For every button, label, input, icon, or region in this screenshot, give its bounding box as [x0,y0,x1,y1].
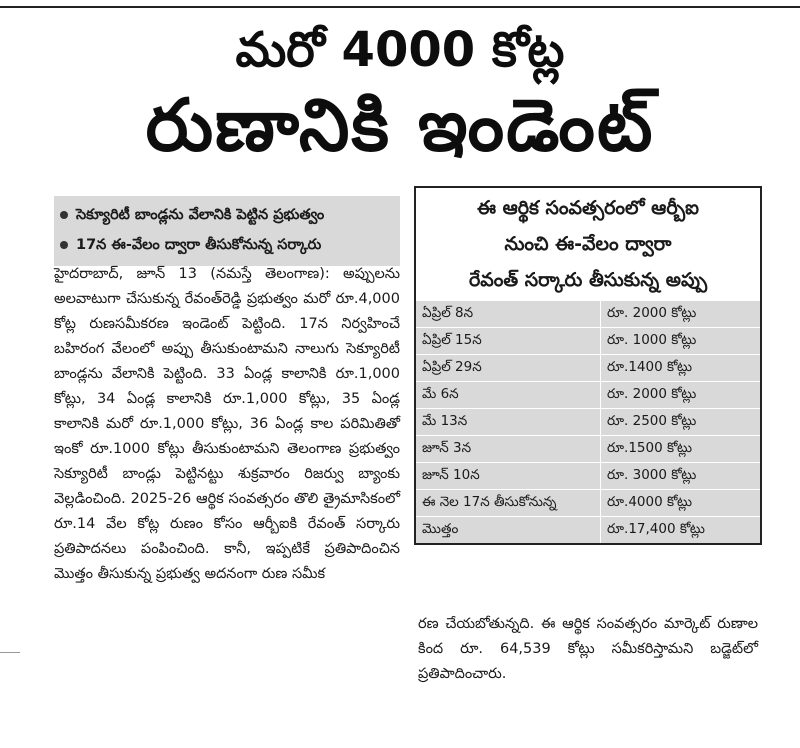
top-rule [0,0,800,8]
row-amount: రూ. 2000 కోట్లు [601,301,761,328]
table-row [416,301,760,328]
table-row [416,382,760,409]
bullet-item [60,230,394,260]
row-date: జూన్ 3న [416,436,601,463]
table-title-line: రేవంత్ సర్కారు తీసుకున్న అప్పు [468,269,708,291]
row-amount: రూ. 2500 కోట్లు [601,409,761,436]
row-date: ఏప్రిల్ 29న [416,355,601,382]
row-amount: రూ.4000 కోట్లు [601,490,761,517]
table-row [416,490,760,517]
table-row [416,328,760,355]
row-date: ఏప్రిల్ 15న [416,328,601,355]
article-paragraph: హైదరాబాద్, జూన్ 13 (నమస్తే తెలంగాణ): అప్పులను అలవాటుగా చేసుకున్న రేవంత్‌రెడ్డి ప్రభుత్వం మరో రూ.4,000 కోట్ల రుణసమీకరణ ఇండెంట్ పెట్టింది. 17న నిర్వహించే బహిరంగ వేలంలో అప్పు తీసుకుంటామని నాలుగు సెక్యూరిటీ బాండ్లను వేలానికి పెట్టింది. 33 ఏండ్ల కాలానికి రూ.1,000 కోట్లు, 34 ఏండ్ల కాలానికి రూ.1,000 కోట్లు, 35 ఏండ్ల కాలానికి మరో రూ.1,000 కోట్లు, 36 ఏండ్ల కాల పరిమితితో ఇంకో రూ.1000 కోట్లు తీసుకుంటామని తెలంగాణ ప్రభుత్వం సెక్యూరిటీ బాండ్లు పెట్టినట్టు శుక్రవారం రిజర్వు బ్యాంకు వెల్లడించింది. 2025-26 ఆర్థిక సంవత్సరం తొలి త్రైమాసికంలో రూ.14 వేల కోట్ల రుణం కోసం ఆర్బీఐకి రేవంత్ సర్కారు ప్రతిపాదనలు పంపించింది. కానీ, ఇప్పటికే ప్రతిపాదించిన మొత్తం తీసుకున్న ప్రభుత్వ అదనంగా రుణ సమీక [54,266,400,582]
bullet-icon [60,241,68,249]
margin-rule [0,652,20,653]
row-amount: రూ. 3000 కోట్లు [601,463,761,490]
row-date: మే 13న [416,409,601,436]
loan-table-box [414,186,762,545]
bullet-icon [60,211,68,219]
row-date: మొత్తం [416,517,601,544]
highlight-bullets [54,196,400,266]
row-amount: రూ.1500 కోట్లు [601,436,761,463]
headline-line-2: రుణానికి ఇండెంట్ [145,83,655,167]
table-row-total [416,517,760,544]
table-row [416,409,760,436]
bullet-text: సెక్యూరిటీ బాండ్లను వేలానికి పెట్టిన ప్రభుత్వం [76,207,325,223]
row-amount: రూ.1400 కోట్లు [601,355,761,382]
headline-line-1: మరో 4000 కోట్ల [235,22,565,78]
row-amount: రూ.17,400 కోట్లు [601,517,761,544]
table-row [416,436,760,463]
row-amount: రూ. 1000 కోట్లు [601,328,761,355]
bullet-item [60,200,394,230]
table-title [416,188,760,300]
row-date: జూన్ 10న [416,463,601,490]
article-body-left [54,262,400,587]
row-date: మే 6న [416,382,601,409]
article-body-right: రణ చేయబోతున్నది. ఈ ఆర్థిక సంవత్సరం మార్కెట్ రుణాల కింద రూ. 64,539 కోట్లు సమీకరిస్తామని బడ్జెట్‌లో ప్రతిపాదించారు. [418,616,758,682]
table-row [416,463,760,490]
row-date: ఈ నెల 17న తీసుకోనున్న [416,490,601,517]
loan-table [416,300,760,543]
bullet-text: 17న ఈ-వేలం ద్వారా తీసుకోనున్న సర్కారు [76,237,322,253]
table-title-line: నుంచి ఈ-వేలం ద్వారా [504,233,672,255]
row-amount: రూ. 2000 కోట్లు [601,382,761,409]
table-title-line: ఈ ఆర్థిక సంవత్సరంలో ఆర్బీఐ [477,197,699,219]
row-date: ఏప్రిల్ 8న [416,301,601,328]
table-row [416,355,760,382]
